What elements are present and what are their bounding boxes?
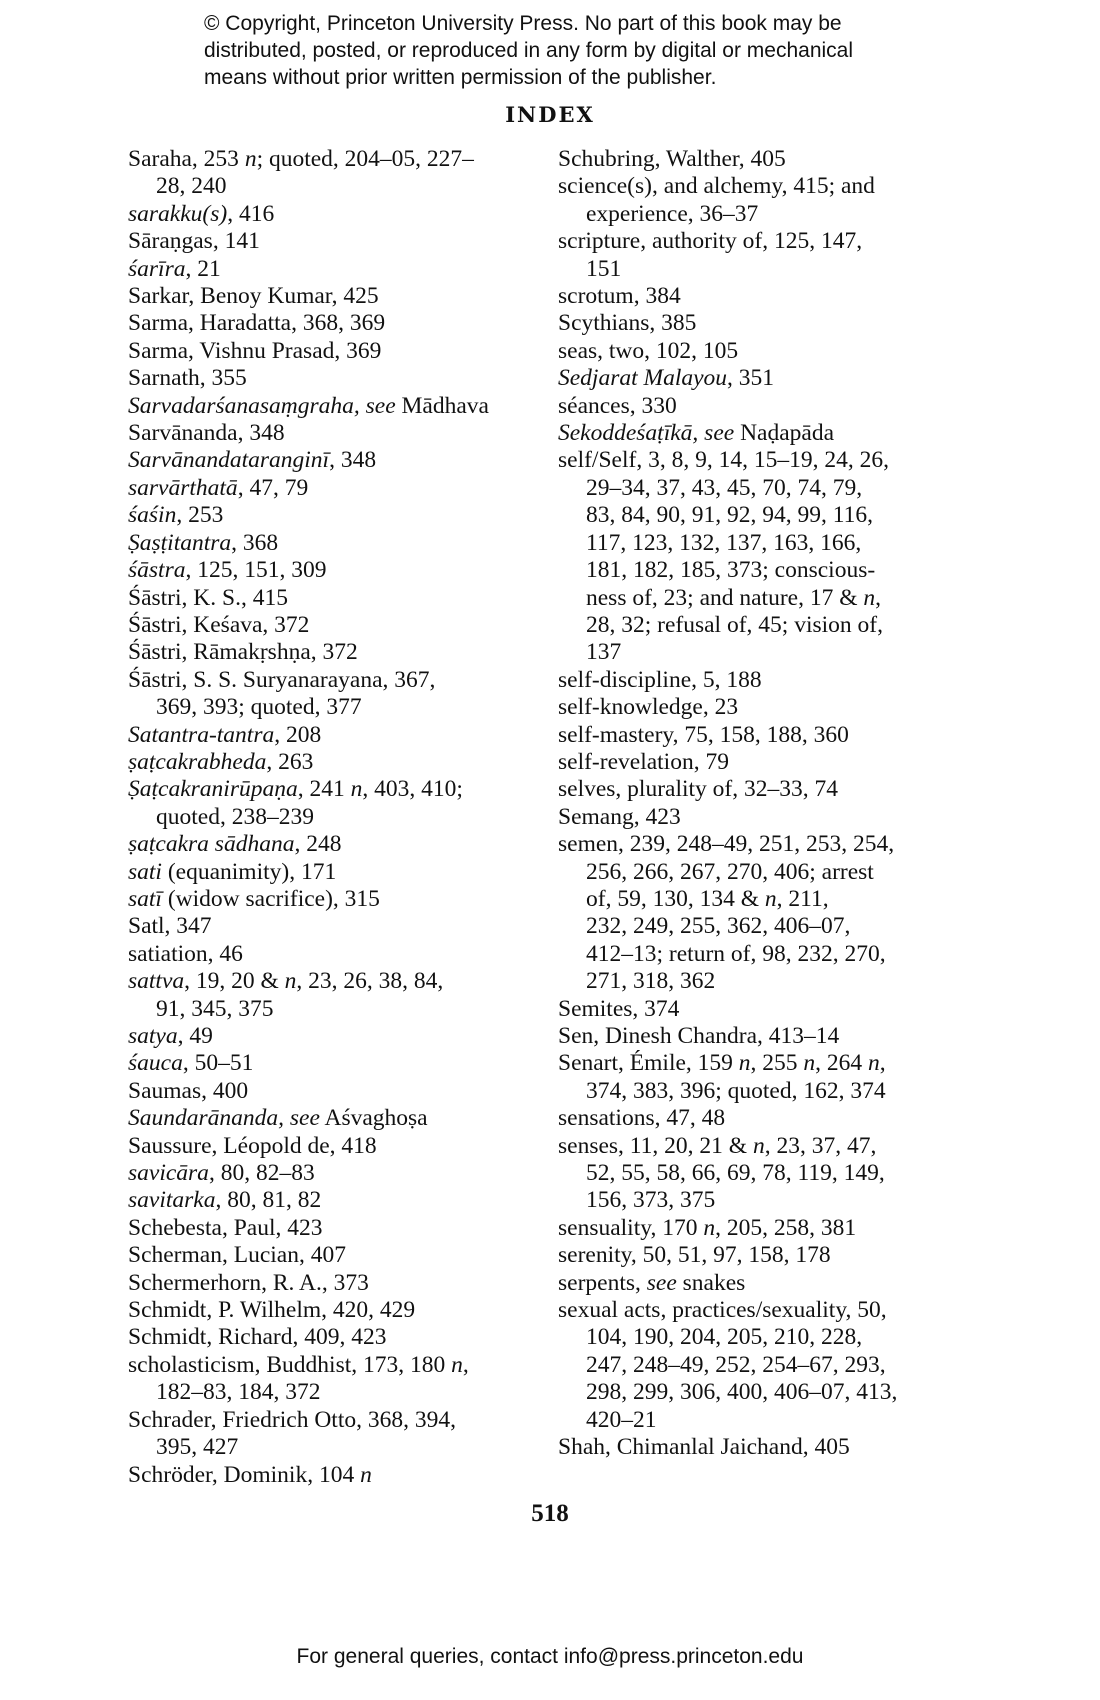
index-entry-text: , 23, 37, 47, (764, 1132, 877, 1159)
index-entry-line (128, 475, 548, 502)
index-entry-text: self-knowledge, 23 (558, 694, 739, 721)
index-entry-line (558, 283, 978, 310)
index-entry-line (128, 968, 548, 995)
index-entry-text: 28, 32; refusal of, 45; vision of, (586, 611, 883, 638)
copyright-line-1: © Copyright, Princeton University Press. No part of this book may be (204, 12, 842, 35)
index-entry-line (558, 1242, 978, 1269)
index-entry-text: ness of, 23; and nature, 17 & (586, 584, 864, 611)
copyright-line-2: distributed, posted, or reproduced in any form by digital or mechanical (204, 39, 854, 62)
index-entry-text: ṣaṭcakra sādhana (128, 831, 295, 858)
index-entry-line (558, 1434, 978, 1461)
index-entry-line (558, 722, 978, 749)
index-entry-text: Śāstri, Keśava, 372 (128, 611, 310, 638)
index-entry-text: 83, 84, 90, 91, 92, 94, 99, 116, (586, 502, 874, 529)
index-entry-text: Mādhava (395, 392, 489, 419)
index-entry-text: , 416 (227, 200, 275, 227)
index-entry-line (128, 1023, 548, 1050)
index-entry-text: Schubring, Walther, 405 (558, 146, 786, 172)
index-entry-line (128, 831, 548, 858)
index-entry-text: scholasticism, Buddhist, 173, 180 (128, 1351, 452, 1378)
index-entry-text: , 208 (274, 721, 322, 748)
index-entry-text: savicāra (128, 1160, 209, 1187)
index-entry-text: sarakku(s) (128, 200, 228, 227)
index-entry-line (558, 1105, 978, 1132)
index-entry-text: , (879, 1050, 886, 1077)
copyright-line-3: means without prior written permission of the publisher. (204, 66, 717, 89)
index-entry-text: 256, 266, 267, 270, 406; arrest (586, 858, 874, 885)
index-entry-text: Sarvānandataranginī (128, 447, 330, 474)
index-entry-line (558, 859, 978, 886)
index-entry-text: savitarka (128, 1187, 216, 1214)
index-entry-text: n (863, 584, 876, 611)
index-entry-line (128, 447, 548, 474)
index-entry-line (558, 201, 978, 228)
index-entry-text: 151 (586, 255, 622, 282)
index-entry-text: , 348 (329, 447, 377, 474)
index-entry-text: , 125, 151, 309 (185, 557, 327, 584)
index-entry-line (558, 804, 978, 831)
index-entry-line (128, 1352, 548, 1379)
index-entry-line (128, 722, 548, 749)
index-entry-line (128, 1379, 548, 1406)
index-entry-text: Schrader, Friedrich Otto, 368, 394, (128, 1406, 456, 1433)
index-entry-line (558, 146, 978, 173)
index-entry-text: Satantra-tantra (128, 721, 275, 748)
index-entry-text: scrotum, 384 (558, 283, 681, 310)
index-entry-line (558, 1133, 978, 1160)
index-entry-text: , 368 (231, 529, 279, 556)
index-entry-line (128, 886, 548, 913)
index-entry-text: śāstra (128, 557, 186, 584)
index-entry-text: sattva (128, 968, 185, 995)
index-entry-line (558, 365, 978, 392)
index-entry-line (558, 585, 978, 612)
index-entry-line (128, 941, 548, 968)
index-entry-text: n (764, 885, 777, 912)
index-entry-text: ṣaṭcakrabheda (128, 748, 267, 775)
index-entry-line (558, 1023, 978, 1050)
index-entry-line (558, 393, 978, 420)
index-entry-text: Saundarānanda, see (128, 1105, 320, 1132)
index-entry-text: n (350, 776, 363, 803)
index-entry-line (558, 1078, 978, 1105)
index-entry-line (128, 996, 548, 1023)
index-entry-text: sarvārthatā (128, 474, 238, 501)
index-entry-line (128, 1133, 548, 1160)
index-entry-text: n (803, 1050, 816, 1077)
index-entry-text: n (703, 1214, 716, 1241)
index-entry-line (558, 1379, 978, 1406)
index-entry-text: Saussure, Léopold de, 418 (128, 1132, 377, 1159)
index-entry-line (558, 639, 978, 666)
index-entry-line (558, 310, 978, 337)
index-entry-line (558, 1270, 978, 1297)
index-entry-text: śarīra (128, 255, 186, 282)
index-entry-text: , 403, 410; (362, 776, 463, 803)
index-entry-text: n (738, 1050, 751, 1077)
index-entry-text: Sarkar, Benoy Kumar, 425 (128, 283, 379, 310)
index-entry-text: sensuality, 170 (558, 1214, 704, 1241)
index-entry-text: 395, 427 (156, 1434, 239, 1461)
index-entry-text: 420–21 (586, 1406, 657, 1433)
index-entry-text: 374, 383, 396; quoted, 162, 374 (586, 1077, 886, 1104)
index-entry-text: Śāstri, K. S., 415 (128, 584, 288, 611)
index-entry-line (128, 228, 548, 255)
index-entry-text: semen, 239, 248–49, 251, 253, 254, (558, 831, 895, 858)
index-entry-text: self-discipline, 5, 188 (558, 666, 762, 693)
index-entry-text: Sarma, Haradatta, 368, 369 (128, 310, 386, 337)
index-entry-text: , 211, (776, 885, 829, 912)
index-entry-text: n (284, 968, 297, 995)
index-entry-text: 247, 248–49, 252, 254–67, 293, (586, 1351, 886, 1378)
index-entry-line (128, 201, 548, 228)
index-entry-text: 369, 393; quoted, 377 (156, 694, 362, 721)
index-entry-line (558, 776, 978, 803)
index-entry-text: (equanimity), 171 (161, 858, 337, 885)
index-entry-line (128, 776, 548, 803)
index-entry-text: Sarma, Vishnu Prasad, 369 (128, 337, 382, 364)
index-entry-text: 29–34, 37, 43, 45, 70, 74, 79, (586, 474, 863, 501)
index-entry-line (558, 256, 978, 283)
index-entry-text: (widow sacrifice), 315 (161, 885, 380, 912)
index-entry-text: Śāstri, Rāmakṛshṇa, 372 (128, 639, 358, 666)
index-entry-line (128, 1407, 548, 1434)
index-entry-text: 91, 345, 375 (156, 995, 274, 1022)
index-column-left (128, 146, 548, 1489)
index-entry-text: Ṣaṣṭitantra (128, 529, 232, 556)
index-entry-text: 232, 249, 255, 362, 406–07, (586, 913, 851, 940)
index-entry-text: , 80, 82–83 (208, 1160, 315, 1187)
index-entry-text: n (752, 1132, 765, 1159)
index-entry-text: see (646, 1269, 677, 1296)
index-entry-text: serenity, 50, 51, 97, 158, 178 (558, 1242, 831, 1269)
index-entry-text: quoted, 238–239 (156, 803, 314, 830)
index-entry-line (128, 420, 548, 447)
index-entry-text: ; quoted, 204–05, 227– (256, 146, 474, 172)
index-entry-text: , 205, 258, 381 (715, 1214, 857, 1241)
index-entry-line (558, 502, 978, 529)
index-entry-text: 182–83, 184, 372 (156, 1379, 321, 1406)
index-entry-line (558, 420, 978, 447)
index-entry-text: séances, 330 (558, 392, 677, 419)
index-entry-line (128, 804, 548, 831)
index-entry-text: Sen, Dinesh Chandra, 413–14 (558, 1023, 840, 1049)
index-entry-text: of, 59, 130, 134 & (586, 885, 765, 912)
index-entry-line (128, 639, 548, 666)
index-entry-text: , 80, 81, 82 (215, 1187, 322, 1214)
index-entry-line (558, 447, 978, 474)
index-entry-line (128, 913, 548, 940)
index-entry-line (558, 1352, 978, 1379)
index-entry-line (128, 1242, 548, 1269)
index-entry-line (128, 1462, 548, 1489)
index-entry-text: Senart, Émile, 159 (558, 1050, 739, 1077)
index-entry-text: 137 (586, 639, 622, 666)
index-entry-line (128, 310, 548, 337)
index-entry-text: , 47, 79 (237, 474, 309, 501)
index-entry-text: , 21 (185, 255, 221, 282)
index-entry-line (558, 996, 978, 1023)
index-entry-text: Saumas, 400 (128, 1077, 249, 1104)
index-entry-line (558, 1187, 978, 1214)
index-entry-line (558, 1160, 978, 1187)
index-entry-text: satī (128, 885, 162, 912)
index-entry-line (128, 1050, 548, 1077)
index-entry-line (128, 393, 548, 420)
index-entry-text: 298, 299, 306, 400, 406–07, 413, (586, 1379, 898, 1406)
index-entry-text: satiation, 46 (128, 940, 243, 967)
index-entry-line (558, 694, 978, 721)
index-entry-line (128, 146, 548, 173)
copyright-notice (204, 10, 964, 91)
index-entry-text: , 255 (750, 1050, 804, 1077)
index-entry-line (558, 968, 978, 995)
index-entry-text: Aśvaghoṣa (319, 1105, 428, 1132)
index-entry-text: 104, 190, 204, 205, 210, 228, (586, 1324, 863, 1351)
index-entry-text: Sarvadarśanasaṃgraha, see (128, 392, 396, 419)
index-entry-text: Schmidt, P. Wilhelm, 420, 429 (128, 1297, 416, 1324)
index-entry-text: , (462, 1351, 469, 1378)
index-entry-text: seas, two, 102, 105 (558, 337, 739, 364)
index-entry-line (128, 502, 548, 529)
index-entry-text: sensations, 47, 48 (558, 1105, 726, 1132)
index-entry-line (128, 859, 548, 886)
index-entry-line (128, 749, 548, 776)
index-entry-text: Sedjarat Malayou (558, 365, 728, 392)
index-entry-line (128, 256, 548, 283)
index-entry-line (558, 612, 978, 639)
index-column-right (558, 146, 978, 1462)
index-entry-text: Shah, Chimanlal Jaichand, 405 (558, 1434, 850, 1461)
index-entry-line (558, 228, 978, 255)
index-entry-text: n (451, 1351, 463, 1378)
index-entry-line (128, 173, 548, 200)
index-entry-text: , 23, 26, 38, 84, (296, 968, 444, 995)
index-entry-text: Semang, 423 (558, 803, 681, 830)
index-entry-line (558, 667, 978, 694)
index-entry-text: 181, 182, 185, 373; conscious- (586, 557, 876, 584)
index-entry-line (558, 1407, 978, 1434)
page-title: INDEX (505, 102, 595, 127)
index-entry-line (128, 530, 548, 557)
index-entry-text: n (244, 146, 257, 172)
index-entry-text: n (868, 1050, 880, 1077)
index-entry-text: serpents, (558, 1269, 647, 1296)
index-entry-text: 28, 240 (156, 173, 227, 200)
index-entry-text: Saraha, 253 (128, 146, 245, 172)
index-entry-text: 412–13; return of, 98, 232, 270, (586, 940, 886, 967)
index-entry-text: senses, 11, 20, 21 & (558, 1132, 753, 1159)
index-entry-line (128, 1434, 548, 1461)
index-entry-text: selves, plurality of, 32–33, 74 (558, 776, 839, 803)
index-entry-text: Schermerhorn, R. A., 373 (128, 1269, 369, 1296)
index-entry-text: , 49 (177, 1023, 213, 1049)
index-entry-text: self/Self, 3, 8, 9, 14, 15–19, 24, 26, (558, 447, 889, 474)
index-entry-text: Schmidt, Richard, 409, 423 (128, 1324, 387, 1351)
index-entry-line (558, 749, 978, 776)
index-entry-text: snakes (676, 1269, 746, 1296)
index-entry-text: , (875, 584, 882, 611)
index-entry-text: śaśin (128, 502, 177, 529)
index-entry-line (558, 475, 978, 502)
index-entry-line (128, 365, 548, 392)
index-entry-line (128, 1270, 548, 1297)
index-entry-text: self-mastery, 75, 158, 188, 360 (558, 721, 849, 748)
index-entry-line (558, 886, 978, 913)
index-entry-line (128, 1215, 548, 1242)
index-entry-text: Scherman, Lucian, 407 (128, 1242, 346, 1269)
index-entry-line (558, 173, 978, 200)
index-entry-line (558, 941, 978, 968)
index-entry-line (128, 1078, 548, 1105)
index-entry-text: science(s), and alchemy, 415; and (558, 173, 875, 200)
index-entry-line (128, 667, 548, 694)
index-entry-text: , 19, 20 & (184, 968, 285, 995)
index-entry-text: Sarnath, 355 (128, 365, 247, 392)
index-entry-text: 156, 373, 375 (586, 1187, 716, 1214)
index-entry-line (558, 1297, 978, 1324)
footer-contact: For general queries, contact info@press.princeton.edu (296, 1645, 804, 1668)
index-entry-text: , 351 (727, 365, 775, 392)
index-entry-text: , 263 (266, 748, 314, 775)
page-number: 518 (531, 1500, 569, 1527)
index-entry-line (558, 1324, 978, 1351)
index-entry-text: scripture, authority of, 125, 147, (558, 228, 863, 255)
index-entry-line (128, 283, 548, 310)
index-entry-line (558, 530, 978, 557)
index-entry-text: Sāraṇgas, 141 (128, 228, 260, 255)
index-entry-line (558, 338, 978, 365)
index-entry-line (558, 1050, 978, 1077)
index-entry-line (128, 1297, 548, 1324)
index-entry-text: Sarvānanda, 348 (128, 420, 285, 447)
index-entry-line (128, 1160, 548, 1187)
index-entry-text: , 253 (176, 502, 224, 529)
index-entry-text: sati (128, 858, 162, 885)
index-entry-text: , 50–51 (182, 1050, 254, 1077)
index-entry-line (558, 913, 978, 940)
index-entry-text: Naḍapāda (734, 420, 835, 447)
index-entry-line (128, 694, 548, 721)
index-entry-line (128, 557, 548, 584)
index-entry-text: 271, 318, 362 (586, 968, 716, 995)
index-entry-text: Satl, 347 (128, 913, 212, 940)
index-entry-line (128, 612, 548, 639)
index-entry-text: Semites, 374 (558, 995, 680, 1022)
index-entry-text: 117, 123, 132, 137, 163, 166, (586, 529, 862, 556)
index-entry-text: Sekoddeśaṭīkā, see (558, 420, 735, 447)
index-entry-line (558, 831, 978, 858)
index-entry-text: , 241 (297, 776, 351, 803)
index-entry-text: sexual acts, practices/sexuality, 50, (558, 1297, 887, 1324)
index-entry-text: , 264 (815, 1050, 869, 1077)
index-entry-text: Schebesta, Paul, 423 (128, 1214, 323, 1241)
index-entry-line (128, 1324, 548, 1351)
index-entry-text: , 248 (294, 831, 342, 858)
index-entry-line (128, 338, 548, 365)
index-entry-text: experience, 36–37 (586, 200, 759, 227)
index-entry-text: Śāstri, S. S. Suryanarayana, 367, (128, 666, 436, 693)
index-entry-text: 52, 55, 58, 66, 69, 78, 119, 149, (586, 1160, 885, 1187)
index-entry-text: śauca (128, 1050, 183, 1077)
index-entry-text: Schröder, Dominik, 104 (128, 1461, 361, 1488)
index-entry-line (128, 1187, 548, 1214)
index-entry-text: n (360, 1461, 372, 1488)
index-entry-text: satya (128, 1023, 178, 1049)
index-entry-text: self-revelation, 79 (558, 748, 729, 775)
index-entry-line (128, 1105, 548, 1132)
index-entry-line (128, 585, 548, 612)
index-entry-text: Scythians, 385 (558, 310, 697, 337)
index-entry-line (558, 557, 978, 584)
index-entry-line (558, 1215, 978, 1242)
index-entry-text: Ṣaṭcakranirūpaṇa (128, 776, 298, 803)
